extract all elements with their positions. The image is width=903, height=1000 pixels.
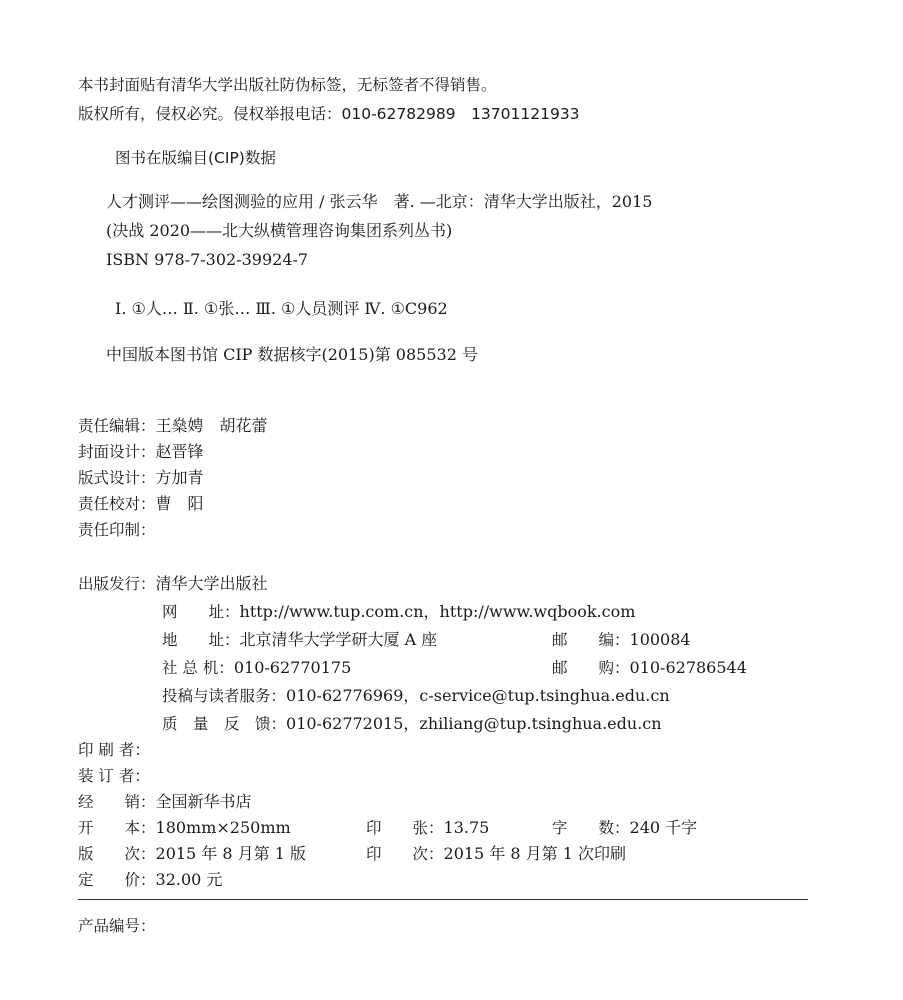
format-value: 180mm×250mm [155,818,291,837]
proofreader-value: 曹 阳 [155,494,204,513]
feedback-label: 质 量 反 馈： [162,715,287,733]
cip-title-line: 人才测评——绘图测验的应用 / 张云华 著. —北京：清华大学出版社，2015 [106,192,653,211]
editor-label: 责任编辑： [78,417,156,435]
publisher-label: 出版发行： [78,575,156,593]
anti-counterfeit-notice: 本书封面贴有清华大学出版社防伪标签，无标签者不得销售。 [78,76,497,94]
publisher-mailorder-row [552,658,747,679]
edition-value: 2015 年 8 月第 1 版 [155,844,307,863]
binder-label: 装 订 者： [78,767,150,785]
sheets-label: 印 张： [366,819,444,837]
printing-value: 2015 年 8 月第 1 次印刷 [443,844,627,863]
sheets-value: 13.75 [443,818,490,837]
publisher-submission-row [162,686,670,707]
price-value: 32.00 元 [155,870,223,889]
cip-series-line: (决战 2020——北大纵横管理咨询集团系列丛书) [106,221,453,240]
distributor-label: 经 销： [78,793,156,811]
layout-design-value: 方加青 [155,468,204,487]
publisher-phone-row [162,658,351,679]
edition-row [78,844,306,865]
cip-heading: 图书在版编目(CIP)数据 [115,149,276,167]
format-label: 开 本： [78,819,156,837]
staff-cover-design [78,442,204,463]
staff-layout-design [78,468,204,489]
distributor-row [78,792,252,813]
mailorder-label: 邮 购： [552,659,630,677]
proofreader-label: 责任校对： [78,495,156,513]
cip-isbn: ISBN 978-7-302-39924-7 [106,250,309,269]
sheets-row [366,818,489,839]
address-value: 北京清华大学学研大厦 A 座 [239,630,438,649]
product-code-row [78,916,156,937]
web-label: 网 址： [162,603,240,621]
cover-design-label: 封面设计： [78,443,156,461]
cover-design-value: 赵晋锋 [155,442,204,461]
publisher-feedback-row [162,714,662,735]
publisher-row [78,574,268,595]
print-manager-label: 责任印制： [78,521,156,539]
wordcount-value: 240 千字 [629,818,698,837]
publisher-name: 清华大学出版社 [155,574,268,593]
editor-value: 王燊娉 胡花蕾 [155,416,268,435]
product-code-label: 产品编号： [78,917,156,935]
staff-proofreader [78,494,204,515]
mailorder-value: 010-62786544 [629,658,747,677]
price-row [78,870,222,891]
binder-row [78,766,150,787]
staff-print-manager [78,520,156,541]
printer-row [78,740,150,761]
format-row [78,818,291,839]
layout-design-label: 版式设计： [78,469,156,487]
publisher-address-row [162,630,437,651]
publisher-web-row [162,602,635,623]
phone-value: 010-62770175 [233,658,352,677]
zip-label: 邮 编： [552,631,630,649]
address-label: 地 址： [162,631,240,649]
staff-editor [78,416,268,437]
wordcount-row [552,818,697,839]
cip-classification: Ⅰ. ①人… Ⅱ. ①张… Ⅲ. ①人员测评 Ⅳ. ①C962 [115,299,448,318]
distributor-value: 全国新华书店 [155,792,252,811]
cip-core-number: 中国版本图书馆 CIP 数据核字(2015)第 085532 号 [106,345,478,364]
printer-label: 印 刷 者： [78,741,150,759]
web-value: http://www.tup.com.cn，http://www.wqbook.com [239,602,636,621]
zip-value: 100084 [629,630,691,649]
feedback-value: 010-62772015，zhiliang@tup.tsinghua.edu.cn [286,714,662,733]
divider-line [78,899,808,900]
printing-row [366,844,626,865]
publisher-zip-row [552,630,691,651]
submission-label: 投稿与读者服务： [162,687,287,705]
phone-label: 社 总 机： [162,659,234,677]
price-label: 定 价： [78,871,156,889]
copyright-notice: 版权所有，侵权必究。侵权举报电话：010-62782989 13701121933 [78,105,580,123]
edition-label: 版 次： [78,845,156,863]
submission-value: 010-62776969，c-service@tup.tsinghua.edu.cn [286,686,670,705]
wordcount-label: 字 数： [552,819,630,837]
printing-label: 印 次： [366,845,444,863]
